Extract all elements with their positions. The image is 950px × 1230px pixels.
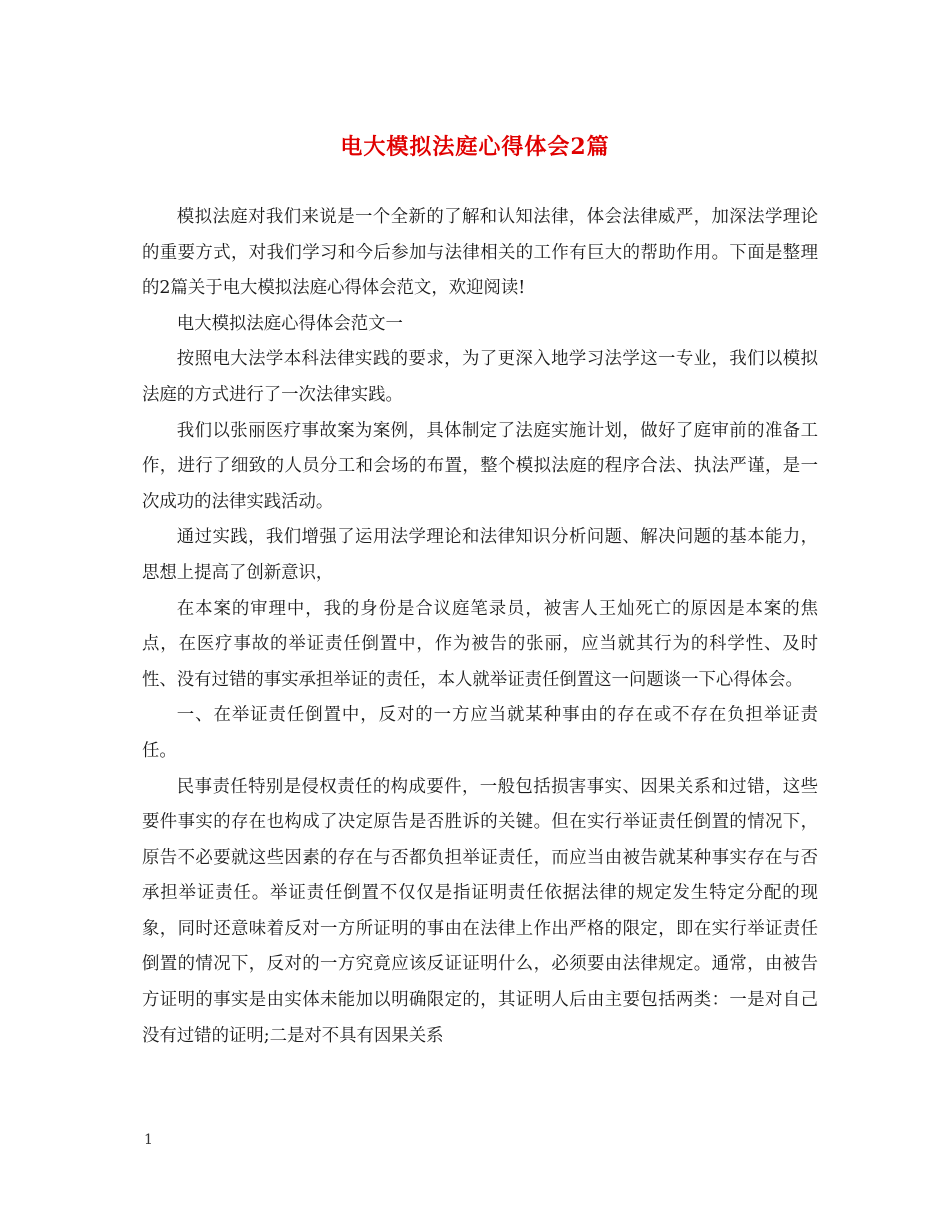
document-body — [142, 200, 818, 1054]
paragraph: 民事责任特别是侵权责任的构成要件，一般包括损害事实、因果关系和过错，这些要件事实的存在也构成了决定原告是否胜诉的关键。但在实行举证责任倒置的情况下，原告不必要就这些因素的存在与否都负担举证责任，而应当由被告就某种事实存在与否承担举证责任。举证责任倒置不仅仅是指证明责任依据法律的规定发生特定分配的现象，同时还意味着反对一方所证明的事由在法律上作出严格的限定，即在实行举证责任倒置的情况下，反对的一方究竟应该反证证明什么，必须要由法律规定。通常，由被告方证明的事实是由实体未能加以明确限定的，其证明人后由主要包括两类：一是对自己没有过错的证明;二是对不具有因果关系 — [142, 776, 818, 1046]
page-number: 1 — [144, 1132, 153, 1148]
paragraph: 在本案的审理中，我的身份是合议庭笔录员，被害人王灿死亡的原因是本案的焦点，在医疗事故的举证责任倒置中，作为被告的张丽，应当就其行为的科学性、及时性、没有过错的事实承担举证的责任，本人就举证责任倒置这一问题谈一下心得体会。 — [142, 598, 818, 690]
paragraph: 按照电大法学本科法律实践的要求，为了更深入地学习法学这一专业，我们以模拟法庭的方式进行了一次法律实践。 — [142, 349, 818, 405]
paragraph-section-heading: 电大模拟法庭心得体会范文一 — [176, 313, 403, 334]
paragraph: 通过实践，我们增强了运用法学理论和法律知识分析问题、解决问题的基本能力，思想上提高了创新意识， — [142, 527, 818, 583]
paragraph: 我们以张丽医疗事故案为案例，具体制定了法庭实施计划，做好了庭审前的准备工作，进行了细致的人员分工和会场的布置，整个模拟法庭的程序合法、执法严谨，是一次成功的法律实践活动。 — [142, 420, 818, 512]
paragraph-intro: 模拟法庭对我们来说是一个全新的了解和认知法律，体会法律威严，加深法学理论的重要方式，对我们学习和今后参加与法律相关的工作有巨大的帮助作用。下面是整理的2篇关于电大模拟法庭心得体会范文，欢迎阅读! — [142, 207, 818, 299]
document-title: 电大模拟法庭心得体会2篇 — [340, 134, 610, 160]
paragraph-subheading: 一、在举证责任倒置中，反对的一方应当就某种事由的存在或不存在负担举证责任。 — [142, 705, 818, 761]
